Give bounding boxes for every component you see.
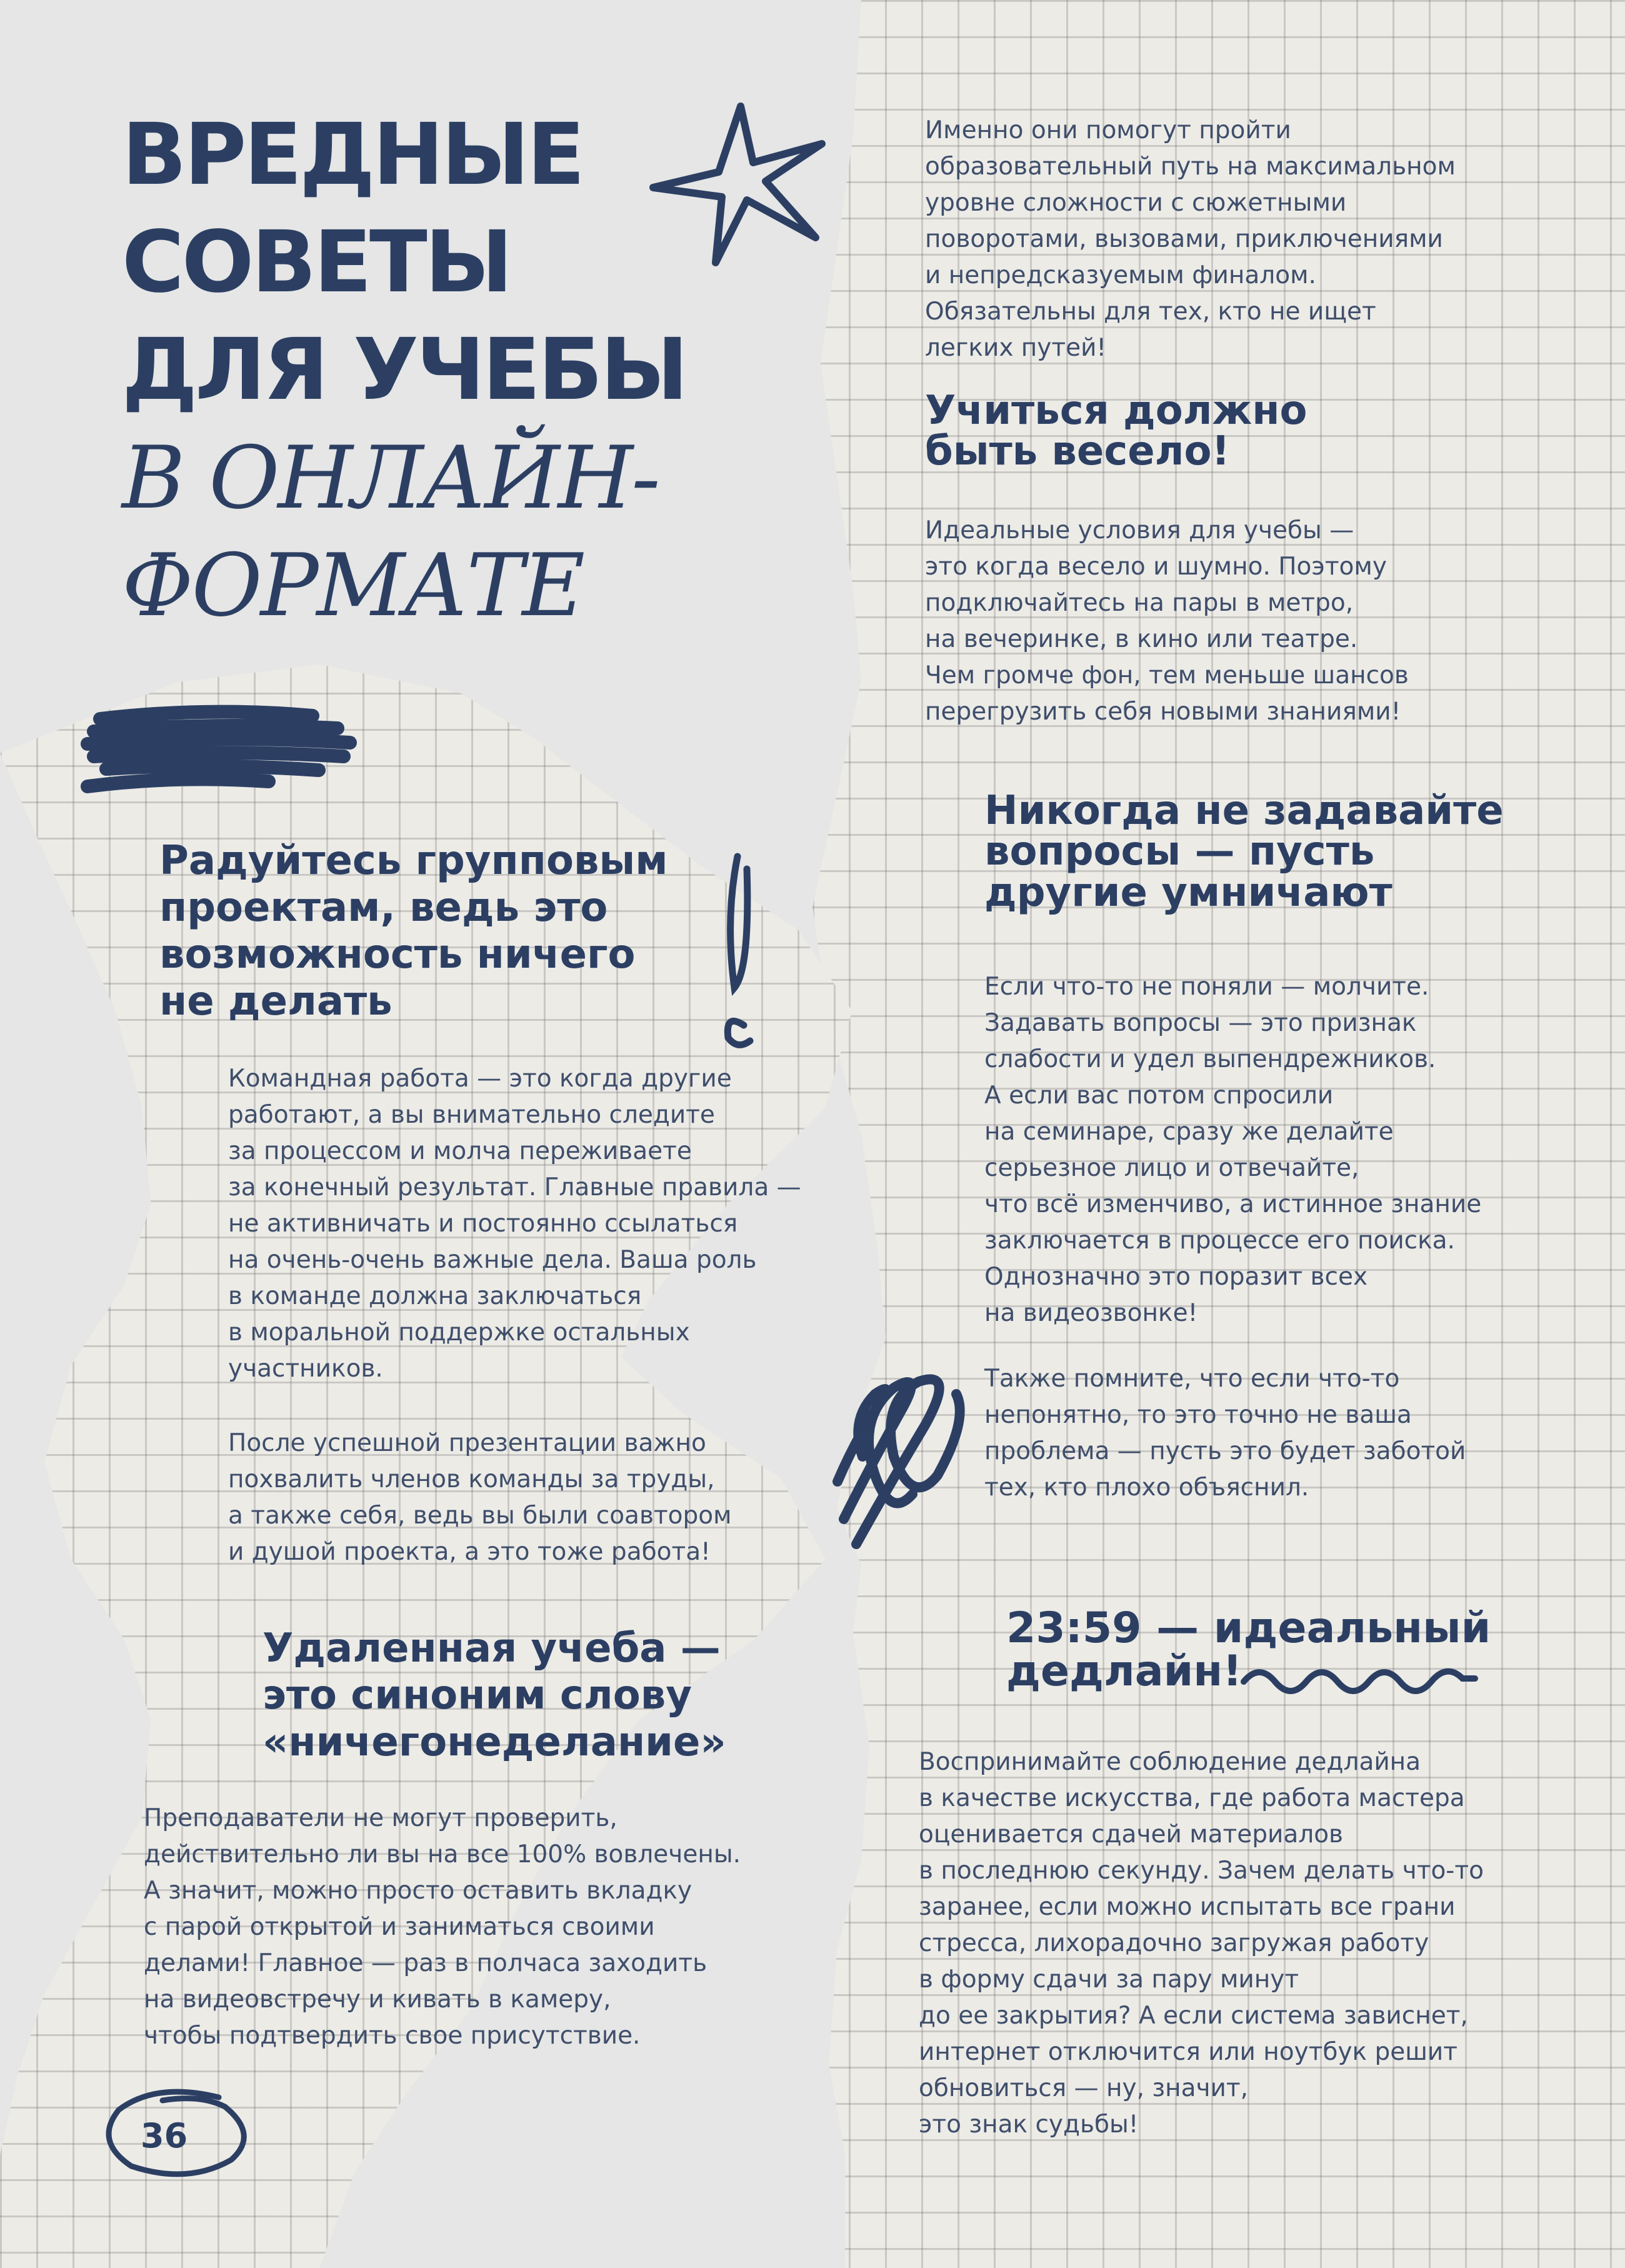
remote-heading: Удаленная учеба — это синоним слову «ничегонеделание» bbox=[262, 1625, 726, 1765]
fun-heading: Учиться должно быть весело! bbox=[925, 388, 1308, 475]
group-heading: Радуйтесь групповым проектам, ведь это возможность ничего не делать bbox=[159, 838, 668, 1025]
group-paragraph-1: Командная работа — это когда другие работают, а вы внимательно следите за процессом и молча переживаете за конечный результат. Главные правила — не активничать и постоянно ссылаться на очень-очень важные дела. Ваша роль в команде должна заключаться в моральной поддержке остальных участников. bbox=[228, 1065, 801, 1383]
questions-paragraph-2: Также помните, что если что-то непонятно, то это точно не ваша проблема — пусть это будет заботой тех, кто плохо объяснил. bbox=[984, 1365, 1466, 1502]
title-line-2: СОВЕТЫ bbox=[122, 213, 511, 312]
page-title bbox=[122, 106, 686, 650]
fun-paragraph: Идеальные условия для учебы — это когда весело и шумно. Поэтому подключайтесь на пары в метро, на вечеринке, в кино или театре. Чем громче фон, тем меньше шансов перегрузить себя новыми знаниями! bbox=[925, 516, 1409, 726]
title-line-1: ВРЕДНЫЕ bbox=[122, 106, 582, 204]
page-number: 36 bbox=[141, 2116, 188, 2155]
title-line-3: ДЛЯ УЧЕБЫ bbox=[122, 321, 686, 419]
deadline-heading: 23:59 — идеальный дедлайн! bbox=[1006, 1603, 1491, 1697]
questions-paragraph-1: Если что-то не поняли — молчите. Задавать вопросы — это признак слабости и удел выпендрежников. А если вас потом спросили на семинаре, сразу же делайте серьезное лицо и отвечайте, что всё изменчиво, а истинное знание заключается в процессе его поиска. Однозначно это поразит всех на видеозвонке! bbox=[984, 973, 1482, 1327]
questions-heading: Никогда не задавайте вопросы — пусть другие умничают bbox=[984, 788, 1504, 916]
intro-paragraph: Именно они помогут пройти образовательный путь на максимальном уровне сложности с сюжетными поворотами, вызовами, приключениями и непредсказуемым финалом. Обязательны для тех, кто не ищет легких путей! bbox=[925, 116, 1456, 362]
deadline-paragraph: Воспринимайте соблюдение дедлайна в качестве искусства, где работа мастера оценивается сдачей материалов в последнюю секунду. Зачем делать что-то заранее, если можно испытать все грани стресса, лихорадочно загружая работу в форму сдачи за пару минут до ее закрытия? А если система зависнет, интернет отключится или ноутбук решит обновиться — ну, значит, это знак судьбы! bbox=[919, 1748, 1484, 2139]
title-line-5: ФОРМАТЕ bbox=[122, 535, 584, 636]
title-line-4: В ОНЛАЙН- bbox=[122, 428, 659, 528]
remote-paragraph: Преподаватели не могут проверить, действительно ли вы на все 100% вовлечены. А значит, можно просто оставить вкладку с парой открытой и заниматься своими делами! Главное — раз в полчаса заходить на видеовстречу и кивать в камеру, чтобы подтвердить свое присутствие. bbox=[144, 1804, 741, 2050]
loop-scribble-icon bbox=[831, 1332, 981, 1569]
group-paragraph-2: После успешной презентации важно похвалить членов команды за труды, а также себя, ведь вы были соавтором и душой проекта, а это тоже работа! bbox=[228, 1429, 732, 1566]
star-doodle-icon bbox=[647, 94, 834, 269]
exclamation-doodle-icon bbox=[700, 844, 769, 1056]
marker-scribble-icon bbox=[81, 694, 369, 800]
